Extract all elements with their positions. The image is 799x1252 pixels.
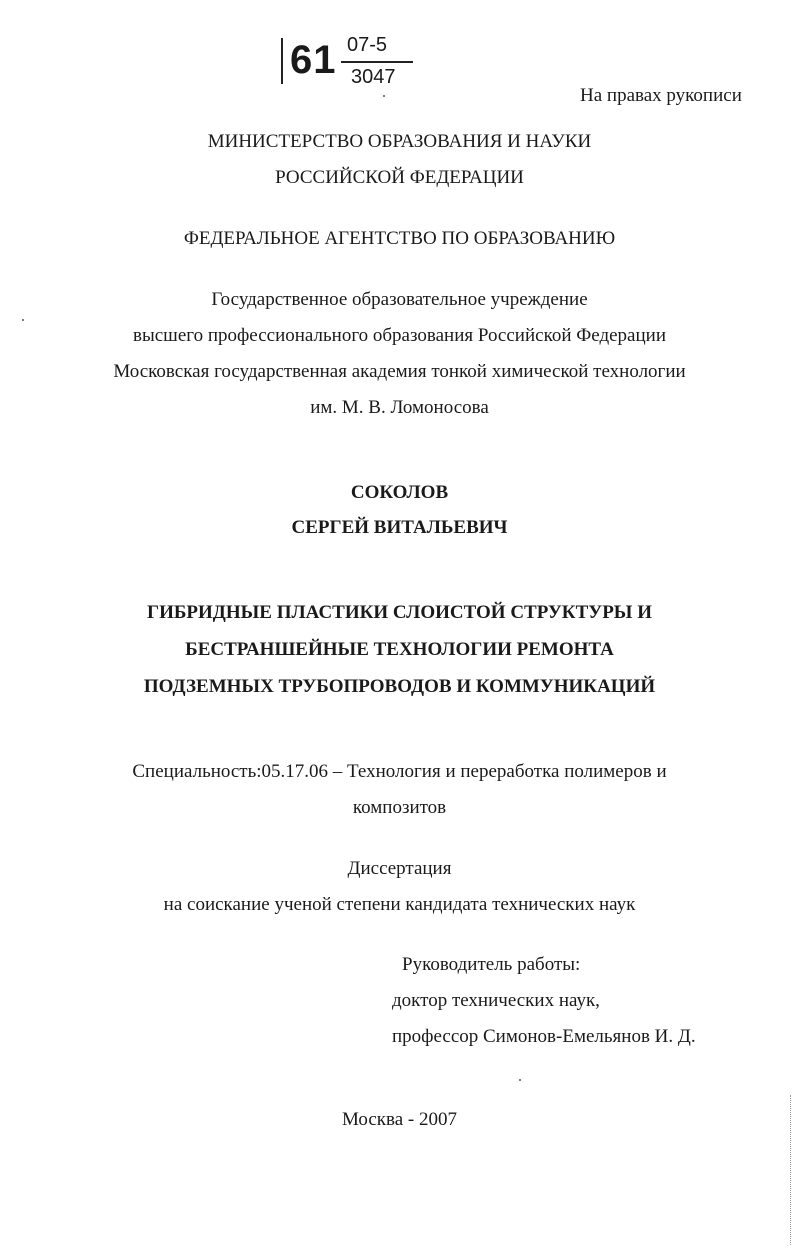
stamp-bottom-code: 3047 [351, 66, 396, 88]
city-year: Москва - 2007 [341, 1109, 458, 1130]
ministry-line-1: МИНИСТЕРСТВО ОБРАЗОВАНИЯ И НАУКИ [207, 131, 592, 152]
degree-line: на соискание ученой степени кандидата технических наук [163, 894, 636, 915]
ministry-line-2: РОССИЙСКОЙ ФЕДЕРАЦИИ [275, 167, 524, 188]
institution-line-4: им. М. В. Ломоносова [310, 397, 489, 418]
library-stamp [281, 34, 421, 94]
stamp-fraction-line [341, 61, 413, 63]
author-name: СЕРГЕЙ ВИТАЛЬЕВИЧ [291, 517, 508, 538]
rights-notice: На правах рукописи [580, 85, 742, 106]
institution-line-1: Государственное образовательное учреждение [211, 289, 588, 310]
scan-speck [22, 319, 24, 321]
specialty-line-2: композитов [352, 797, 447, 818]
thesis-title-line-3: ПОДЗЕМНЫХ ТРУБОПРОВОДОВ И КОММУНИКАЦИЙ [143, 676, 656, 697]
thesis-title-line-2: БЕСТРАНШЕЙНЫЕ ТЕХНОЛОГИИ РЕМОНТА [185, 639, 614, 660]
agency-name: ФЕДЕРАЛЬНОЕ АГЕНТСТВО ПО ОБРАЗОВАНИЮ [183, 228, 616, 249]
author-surname: СОКОЛОВ [350, 482, 449, 503]
thesis-title-line-1: ГИБРИДНЫЕ ПЛАСТИКИ СЛОИСТОЙ СТРУКТУРЫ И [146, 602, 652, 623]
supervisor-name: профессор Симонов-Емельянов И. Д. [392, 1026, 696, 1047]
supervisor-degree: доктор технических наук, [392, 990, 600, 1011]
dissertation-label: Диссертация [347, 858, 452, 879]
specialty-line-1: Специальность:05.17.06 – Технология и переработка полимеров и [132, 761, 667, 782]
institution-line-2: высшего профессионального образования Российской Федерации [133, 325, 666, 346]
stamp-bar [281, 38, 283, 84]
scan-speck [383, 95, 385, 97]
stamp-number: 61 [290, 38, 337, 82]
supervisor-heading: Руководитель работы: [402, 954, 581, 975]
scan-speck [519, 1079, 521, 1081]
stamp-top-code: 07-5 [347, 34, 388, 56]
institution-line-3: Московская государственная академия тонкой химической технологии [113, 361, 686, 382]
scan-edge-noise [790, 1095, 795, 1245]
